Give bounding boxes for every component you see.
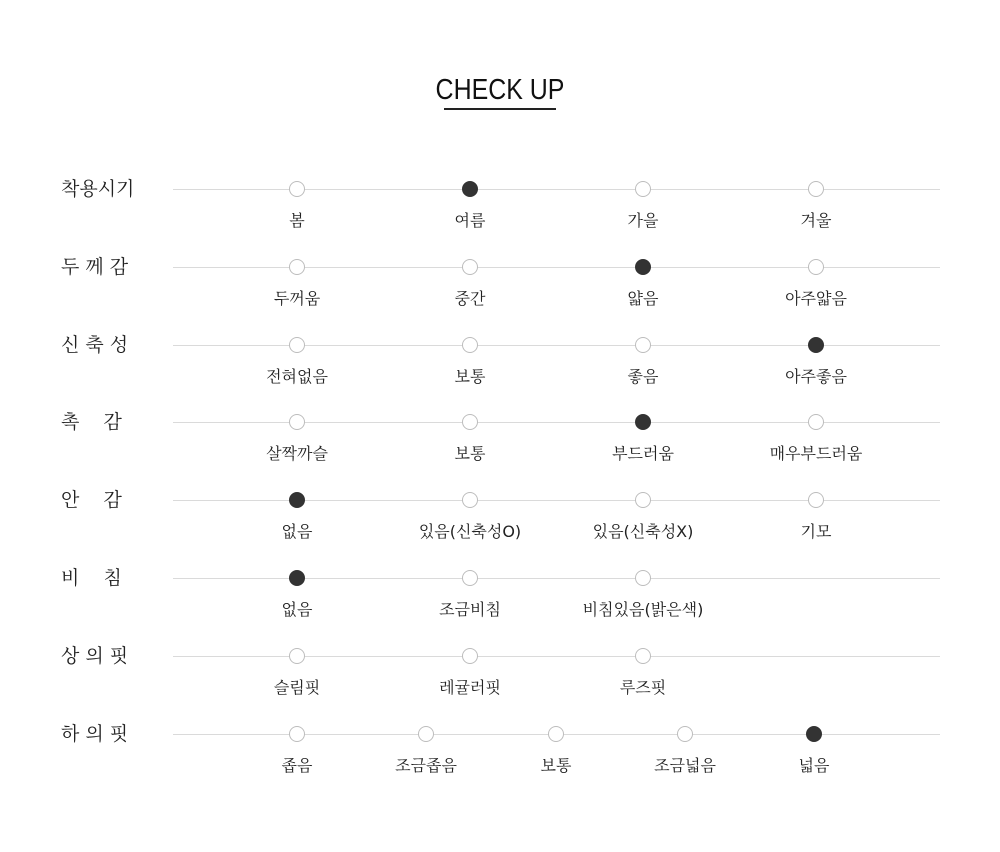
option-label: 살짝까슬 bbox=[266, 444, 328, 463]
option-dot-selected[interactable] bbox=[635, 414, 651, 430]
option-dot[interactable] bbox=[808, 259, 824, 275]
option-label: 매우부드러움 bbox=[769, 444, 863, 463]
option-dot[interactable] bbox=[635, 337, 651, 353]
option-label: 아주좋음 bbox=[785, 367, 847, 386]
option-dot-selected[interactable] bbox=[808, 337, 824, 353]
option-label: 보통 bbox=[454, 444, 486, 463]
option-label: 좁음 bbox=[281, 756, 313, 775]
option-label: 조금좁음 bbox=[395, 756, 457, 775]
option-label: 넓음 bbox=[798, 756, 830, 775]
option-dot[interactable] bbox=[635, 648, 651, 664]
row-label: 상 의 핏 bbox=[61, 645, 129, 667]
option-label: 두꺼움 bbox=[273, 289, 321, 308]
checkup-row bbox=[0, 334, 1000, 423]
option-dot[interactable] bbox=[635, 570, 651, 586]
option-dot[interactable] bbox=[635, 181, 651, 197]
option-label: 보통 bbox=[540, 756, 572, 775]
option-dot[interactable] bbox=[677, 726, 693, 742]
option-label: 봄 bbox=[289, 211, 305, 230]
option-label: 좋음 bbox=[627, 367, 659, 386]
option-dot[interactable] bbox=[289, 414, 305, 430]
checkup-row bbox=[0, 256, 1000, 345]
row-label: 착용시기 bbox=[61, 178, 135, 200]
option-dot-selected[interactable] bbox=[462, 181, 478, 197]
option-label: 전혀없음 bbox=[266, 367, 328, 386]
option-dot[interactable] bbox=[289, 181, 305, 197]
option-dot[interactable] bbox=[462, 259, 478, 275]
row-label: 두 께 감 bbox=[61, 256, 129, 278]
checkup-row bbox=[0, 489, 1000, 578]
option-label: 부드러움 bbox=[612, 444, 674, 463]
option-dot[interactable] bbox=[289, 337, 305, 353]
option-dot[interactable] bbox=[462, 337, 478, 353]
option-label: 기모 bbox=[800, 522, 832, 541]
row-label: 하 의 핏 bbox=[61, 723, 129, 745]
option-dot[interactable] bbox=[462, 570, 478, 586]
checkup-row bbox=[0, 411, 1000, 500]
option-label: 보통 bbox=[454, 367, 486, 386]
option-label: 없음 bbox=[281, 600, 313, 619]
option-dot[interactable] bbox=[462, 414, 478, 430]
option-label: 조금넓음 bbox=[654, 756, 716, 775]
option-label: 없음 bbox=[281, 522, 313, 541]
row-label: 안 감 bbox=[61, 489, 122, 511]
option-dot[interactable] bbox=[548, 726, 564, 742]
option-label: 있음(신축성X) bbox=[592, 522, 694, 541]
option-label: 겨울 bbox=[800, 211, 832, 230]
row-label: 신 축 성 bbox=[61, 334, 129, 356]
option-dot[interactable] bbox=[289, 726, 305, 742]
option-label: 아주얇음 bbox=[785, 289, 847, 308]
checkup-row bbox=[0, 567, 1000, 656]
option-label: 비침있음(밝은색) bbox=[582, 600, 704, 619]
option-label: 루즈핏 bbox=[619, 678, 667, 697]
option-label: 가을 bbox=[627, 211, 659, 230]
option-dot-selected[interactable] bbox=[289, 492, 305, 508]
row-label: 촉 감 bbox=[61, 411, 122, 433]
option-label: 여름 bbox=[454, 211, 486, 230]
checkup-row bbox=[0, 645, 1000, 734]
option-label: 슬림핏 bbox=[273, 678, 321, 697]
page-title: CHECK UP bbox=[435, 74, 565, 106]
option-dot[interactable] bbox=[289, 259, 305, 275]
option-dot[interactable] bbox=[462, 492, 478, 508]
option-dot[interactable] bbox=[462, 648, 478, 664]
option-dot[interactable] bbox=[418, 726, 434, 742]
option-dot[interactable] bbox=[635, 492, 651, 508]
option-label: 얇음 bbox=[627, 289, 659, 308]
option-label: 중간 bbox=[454, 289, 486, 308]
checkup-row bbox=[0, 178, 1000, 267]
option-label: 있음(신축성O) bbox=[418, 522, 522, 541]
option-dot[interactable] bbox=[289, 648, 305, 664]
option-dot[interactable] bbox=[808, 414, 824, 430]
option-dot-selected[interactable] bbox=[635, 259, 651, 275]
option-dot[interactable] bbox=[808, 492, 824, 508]
option-dot-selected[interactable] bbox=[806, 726, 822, 742]
checkup-row bbox=[0, 723, 1000, 812]
option-label: 조금비침 bbox=[439, 600, 501, 619]
row-label: 비 침 bbox=[61, 567, 122, 589]
option-dot-selected[interactable] bbox=[289, 570, 305, 586]
option-label: 레귤러핏 bbox=[439, 678, 501, 697]
option-dot[interactable] bbox=[808, 181, 824, 197]
